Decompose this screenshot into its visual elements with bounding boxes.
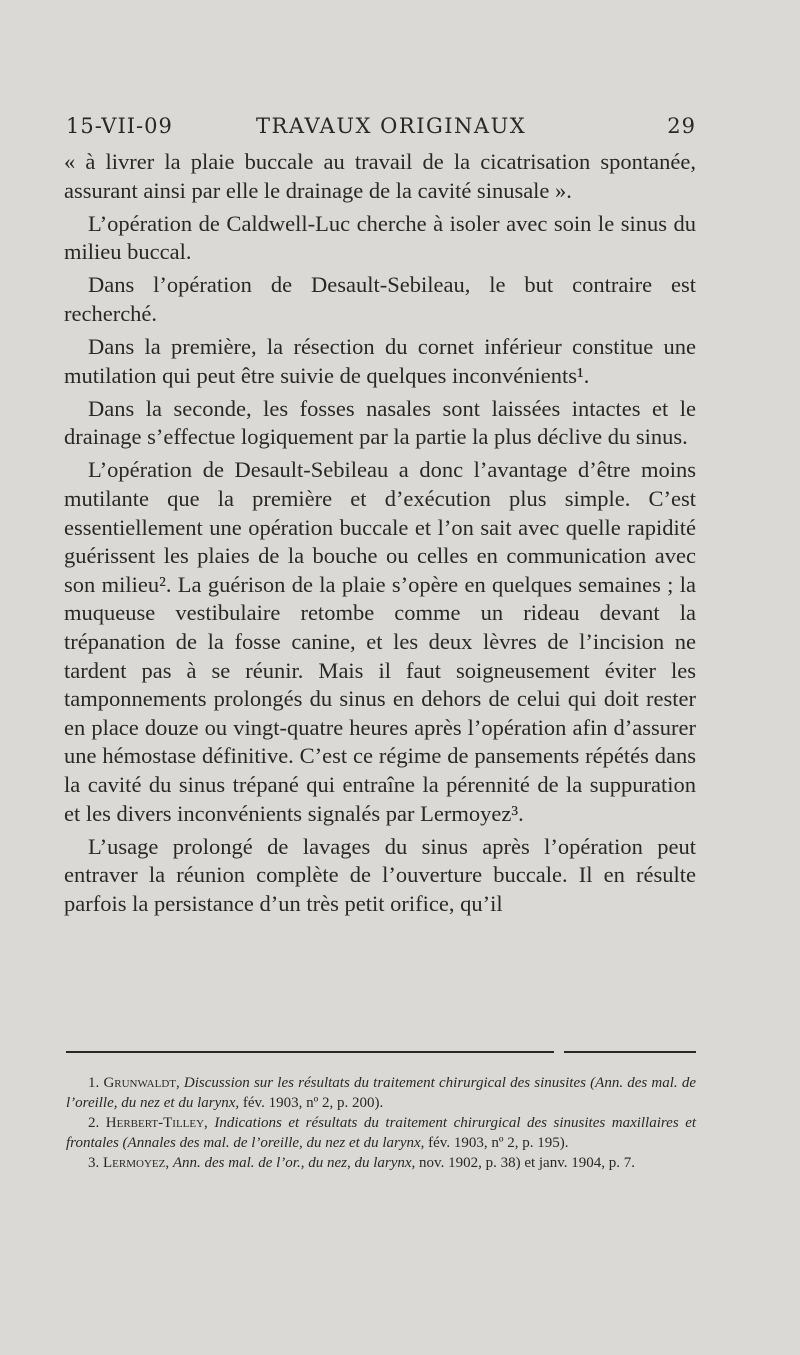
footnote-title: Indications et résultats du traitement chirurgical des sinusites maxillaires et frontales: [66, 1115, 697, 1151]
footnote-title: Discussion sur les résultats du traitement chirurgical des sinusites: [183, 1075, 586, 1091]
footnote-number: 1.: [88, 1075, 100, 1091]
footnote-source: (Ann. des mal. de l’oreille, du nez et du larynx,: [66, 1075, 697, 1111]
running-header: [66, 114, 696, 144]
paragraph-2: L’opération de Caldwell-Luc cherche à isoler avec soin le sinus du milieu buccal.: [64, 210, 696, 265]
page-number: 29: [667, 114, 696, 138]
footnote-author: Grunwaldt,: [103, 1075, 180, 1091]
footnote-number: 2.: [88, 1115, 100, 1131]
footnote-3: [66, 1154, 696, 1174]
paragraph-5: Dans la seconde, les fosses nasales sont laissées intactes et le drainage s’effectue logiquement par la partie la plus déclive du sinus.: [64, 395, 696, 450]
footnotes: [66, 1074, 696, 1175]
paragraph-4: Dans la première, la résection du cornet inférieur constitue une mutilation qui peut être suivie de quelques inconvénients¹.: [64, 334, 696, 388]
footnote-details: fév. 1903, nº 2, p. 195).: [428, 1134, 569, 1151]
footnote-title: Ann. des mal. de l’or., du nez, du larynx,: [172, 1155, 416, 1171]
paragraph-1: « à livrer la plaie buccale au travail de la cicatrisation spontanée, assurant ainsi par elle le drainage de la cavité sinusale ».: [64, 149, 696, 203]
footnote-author: Lermoyez,: [103, 1155, 170, 1171]
footnote-1: [66, 1074, 696, 1113]
footnote-divider: [66, 1051, 696, 1053]
header-date: 15-VII-09: [66, 114, 173, 138]
running-title: TRAVAUX ORIGINAUX: [256, 114, 527, 138]
footnote-number: 3.: [88, 1155, 100, 1171]
main-text: [64, 148, 696, 923]
footnote-details: fév. 1903, nº 2, p. 200).: [242, 1094, 384, 1111]
paragraph-6: L’opération de Desault-Sebileau a donc l’avantage d’être moins mutilante que la première et d’exécution plus simple. C’est essentiellement une opération buccale et l’on sait avec quelle rapidité guérissent les plaies de la bouche ou celles en communication avec son milieu². La guérison de la plaie s’opère en quelques semaines ; la muqueuse vestibulaire retombe comme un rideau devant la trépanation de la fosse canine, et les deux lèvres de l’incision ne tardent pas à se réunir. Mais il faut soigneusement éviter les tamponnements prolongés du sinus en dehors de celui qui doit rester en place douze ou vingt-quatre heures après l’opération afin d’assurer une hémostase définitive. C’est ce régime de pansements répétés dans la cavité du sinus trépané qui entraîne la pérennité de la suppuration et les divers inconvénients signalés par Lermoyez³.: [64, 457, 696, 826]
footnote-author: Herbert-Tilley,: [105, 1115, 208, 1131]
paragraph-3: Dans l’opération de Desault-Sebileau, le but contraire est recherché.: [64, 272, 696, 326]
paragraph-7: L’usage prolongé de lavages du sinus après l’opération peut entraver la réunion complète de l’ouverture buccale. Il en résulte parfois la persistance d’un très petit orifice, qu’il: [64, 833, 696, 916]
footnote-source: (Annales des mal. de l’oreille, du nez et du larynx,: [122, 1134, 425, 1151]
footnote-details: nov. 1902, p. 38) et janv. 1904, p. 7.: [419, 1155, 635, 1171]
footnote-2: [66, 1114, 696, 1153]
